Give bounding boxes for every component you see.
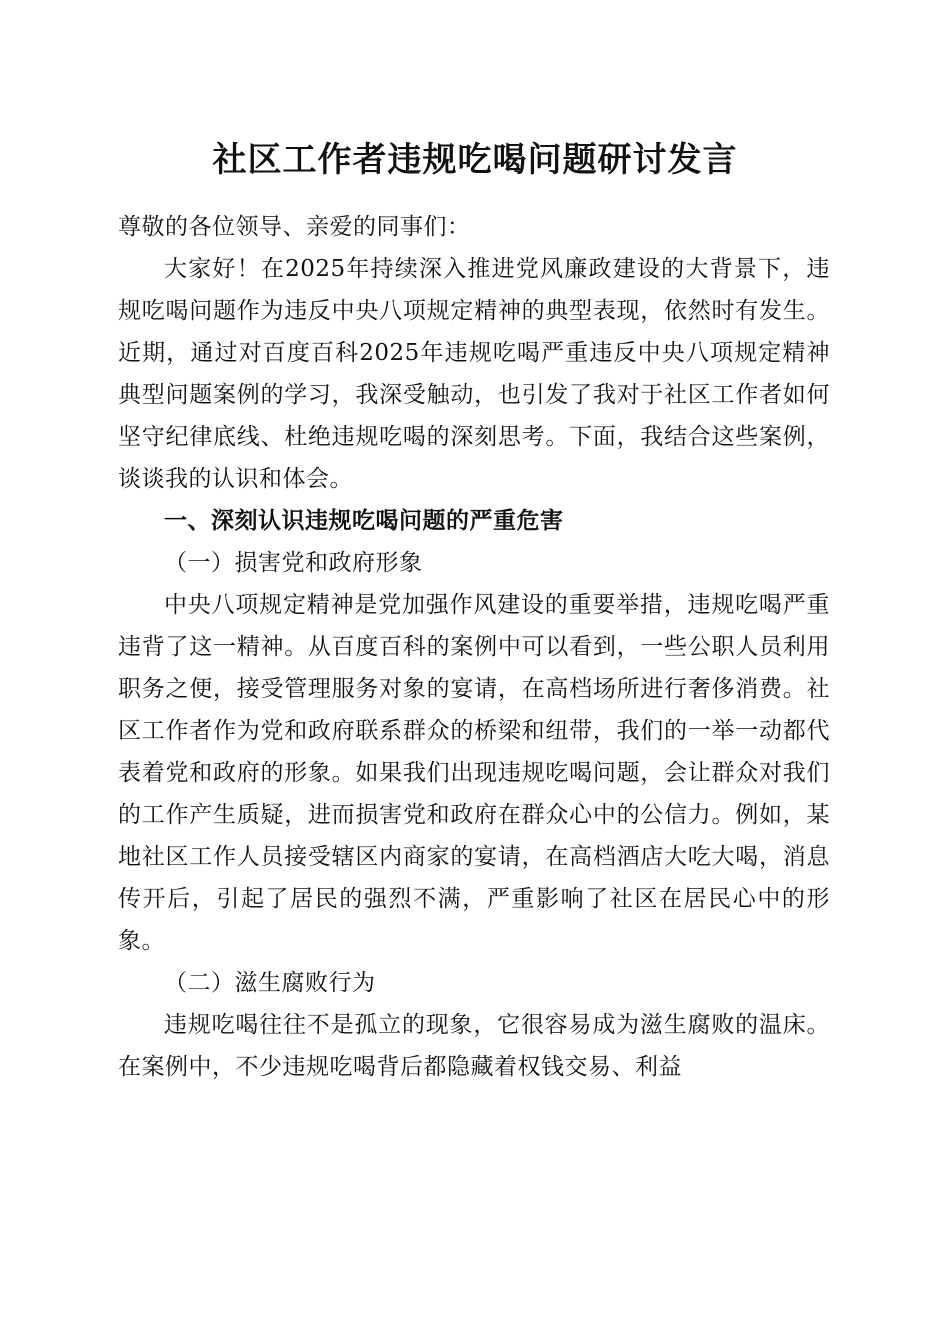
subsection-1-paragraph: 中央八项规定精神是党加强作风建设的重要举措，违规吃喝严重违背了这一精神。从百度百科的案例中可以看到，一些公职人员利用职务之便，接受管理服务对象的宴请，在高档场所进行奢侈消费。社区工作者作为党和政府联系群众的桥梁和纽带，我们的一举一动都代表着党和政府的形象。如果我们出现违规吃喝问题，会让群众对我们的工作产生质疑，进而损害党和政府在群众心中的公信力。例如，某地社区工作人员接受辖区内商家的宴请，在高档酒店大吃大喝，消息传开后，引起了居民的强烈不满，严重影响了社区在居民心中的形象。 xyxy=(118,592,830,954)
subsection-heading-2: （二）滋生腐败行为 xyxy=(164,970,376,996)
intro-paragraph: 大家好！在2025年持续深入推进党风廉政建设的大背景下，违规吃喝问题作为违反中央八项规定精神的典型表现，依然时有发生。近期，通过对百度百科2025年违规吃喝严重违反中央八项规定精神典型问题案例的学习，我深受触动，也引发了我对于社区工作者如何坚守纪律底线、杜绝违规吃喝的深刻思考。下面，我结合这些案例，谈谈我的认识和体会。 xyxy=(118,256,830,492)
salutation: 尊敬的各位领导、亲爱的同事们： xyxy=(118,214,471,240)
document-title: 社区工作者违规吃喝问题研讨发言 xyxy=(212,140,738,180)
subsection-2-paragraph: 违规吃喝往往不是孤立的现象，它很容易成为滋生腐败的温床。在案例中，不少违规吃喝背后都隐藏着权钱交易、利益 xyxy=(118,1012,830,1080)
subsection-heading-1: （一）损害党和政府形象 xyxy=(164,550,423,576)
document-body xyxy=(118,206,830,1088)
section-heading-1: 一、深刻认识违规吃喝问题的严重危害 xyxy=(164,508,564,534)
